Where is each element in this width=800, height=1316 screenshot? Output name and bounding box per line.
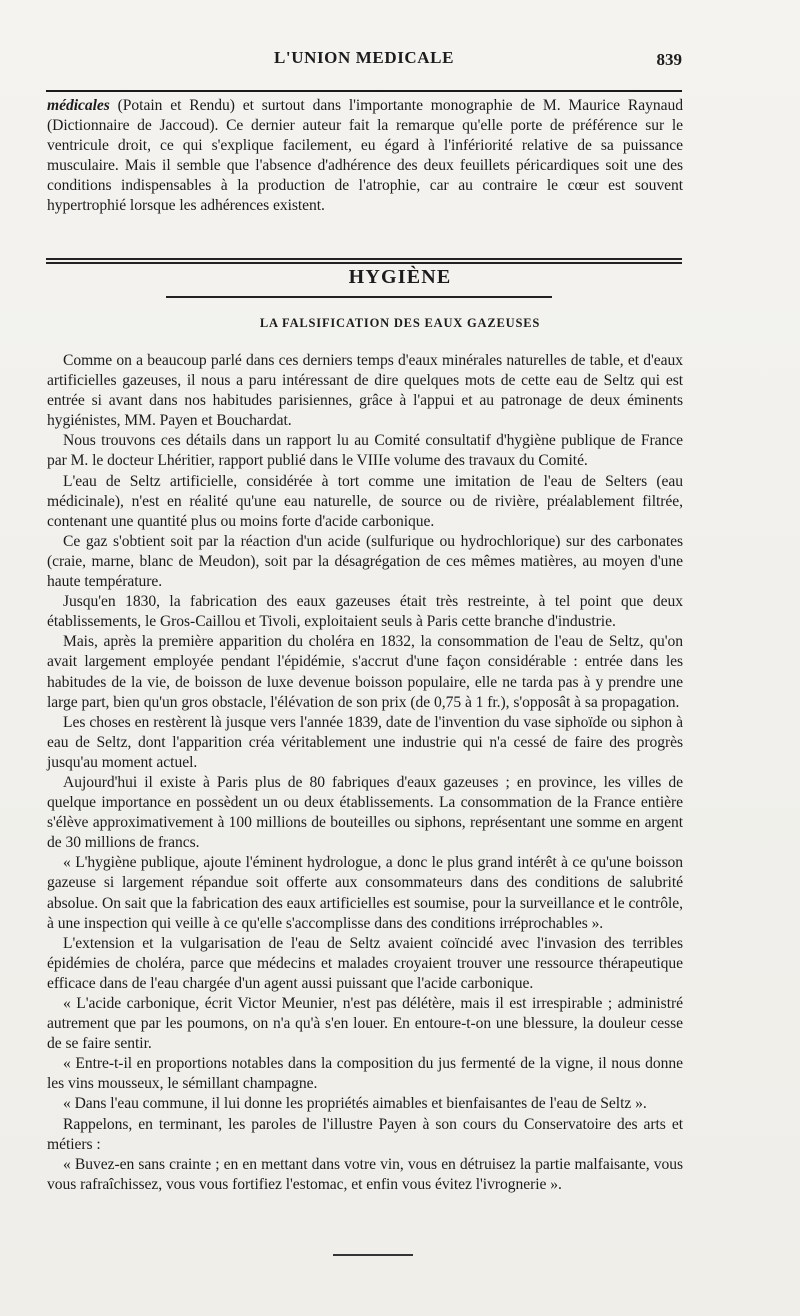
page-header bbox=[46, 44, 682, 84]
header-rule bbox=[46, 90, 682, 92]
title-underline bbox=[166, 296, 552, 298]
article-paragraph: « Entre-t-il en proportions notables dans la composition du jus fermenté de la vigne, il nous donne les vins mousseux, le sémillant champagne. bbox=[47, 1055, 683, 1093]
footer-rule bbox=[333, 1254, 413, 1256]
article-paragraph: L'extension et la vulgarisation de l'eau de Seltz avaient coïncidé avec l'invasion des terribles épidémies de choléra, parce que médecins et malades croyaient trouver une ressource thérapeutique efficace dans de l'eau chargée d'un agent aussi puissant que l'acide carbonique. bbox=[47, 934, 683, 992]
article-paragraph: « L'hygiène publique, ajoute l'éminent hydrologue, a donc le plus grand intérêt à ce qu'une boisson gazeuse si largement répandue soit offerte aux consommateurs dans des conditions de salubrité absolue. On sait que la fabrication des eaux artificielles est soumise, pour la surveillance et le contrôle, à une inspection qui veille à ce qu'elle s'accomplisse dans des conditions irréprochables ». bbox=[47, 854, 683, 932]
article-paragraph: Les choses en restèrent là jusque vers l'année 1839, date de l'invention du vase siphoïde ou siphon à eau de Seltz, dont l'apparition créa véritablement une industrie qui n'a cessé de faire des progrès jusqu'au moment actuel. bbox=[47, 713, 683, 771]
article-paragraph: Aujourd'hui il existe à Paris plus de 80 fabriques d'eaux gazeuses ; en province, les villes de quelque importance en possèdent un ou deux établissements. La consommation de la France entière s'élève approximativement à 100 millions de bouteilles ou siphons, représentant une somme en argent de 30 millions de francs. bbox=[47, 773, 683, 852]
article-paragraph: Jusqu'en 1830, la fabrication des eaux gazeuses était très restreinte, à tel point que deux établissements, le Gros-Caillou et Tivoli, exploitaient seuls à Paris cette branche d'industrie. bbox=[47, 593, 683, 631]
article-paragraph: Rappelons, en terminant, les paroles de l'illustre Payen à son cours du Conservatoire des arts et métiers : bbox=[47, 1115, 683, 1153]
article-paragraph: Ce gaz s'obtient soit par la réaction d'un acide (sulfurique ou hydrochlorique) sur des carbonates (craie, marne, blanc de Meudon), soit par la désagrégation de ces mêmes matières, au moyen d'une haute température. bbox=[47, 532, 683, 591]
article-paragraph: « Dans l'eau commune, il lui donne les propriétés aimables et bienfaisantes de l'eau de Seltz ». bbox=[63, 1095, 647, 1113]
article-paragraph: « L'acide carbonique, écrit Victor Meunier, n'est pas délétère, mais il est irrespirable ; administré autrement que par les poumons, on n'a qu'à s'en louer. En entoure-t-on une blessure, la douleur cesse de se faire sentir. bbox=[47, 995, 683, 1053]
paragraph-continued bbox=[47, 96, 683, 217]
article-paragraph: Mais, après la première apparition du choléra en 1832, la consommation de l'eau de Seltz, qu'on avait largement employée pendant l'épidémie, s'accrut d'une façon considérable : entrée dans les habitudes de la vie, de boisson de luxe devenue boisson populaire, elle ne tarda pas à y prendre une large part, bien qu'un gros obstacle, l'élévation de son prix (de 0,75 à 1 fr.), s'opposât à sa propagation. bbox=[47, 633, 683, 711]
continued-paragraph bbox=[47, 96, 683, 217]
article-subtitle: LA FALSIFICATION DES EAUX GAZEUSES bbox=[259, 316, 541, 330]
article-paragraph: Nous trouvons ces détails dans un rapport lu au Comité consultatif d'hygiène publique de France par M. le docteur Lhéritier, rapport publié dans le VIIIe volume des travaux du Comité. bbox=[47, 432, 683, 470]
article-paragraph: L'eau de Seltz artificielle, considérée à tort comme une imitation de l'eau de Selters (eau médicinale), n'est en réalité qu'une eau naturelle, de source ou de rivière, préalablement filtrée, contenant une quantité plus ou moins forte d'acide carbonique. bbox=[47, 472, 683, 530]
page-number: 839 bbox=[656, 50, 682, 69]
running-title: L'UNION MEDICALE bbox=[273, 48, 455, 67]
italic-lead-word: médicales bbox=[47, 97, 110, 114]
paragraph-text: (Potain et Rendu) et surtout dans l'importante monographie de M. Maurice Raynaud (Dictionnaire de Jaccoud). Ce dernier auteur fait la remarque qu'elle porte de préférence sur le ventricule droit, ce qui s'explique facilement, eu égard à l'infériorité relative de sa puissance musculaire. Mais il semble que l'absence d'adhérence des deux feuillets péricardiques soit une des conditions indispensables à la production de l'atrophie, car au contraire le cœur est souvent hypertrophié lorsque les adhérences existent. bbox=[47, 97, 683, 215]
section-title: HYGIÈNE bbox=[348, 266, 452, 288]
article-body bbox=[47, 351, 683, 1195]
article-paragraph: Comme on a beaucoup parlé dans ces derniers temps d'eaux minérales naturelles de table, et d'eaux artificielles gazeuses, il nous a paru intéressant de dire quelques mots de cette eau de Seltz qui est entrée si avant dans nos habitudes parisiennes, grâce à l'appui et au patronage de deux éminents hygiénistes, MM. Payen et Bouchardat. bbox=[47, 352, 683, 430]
section-separator bbox=[46, 258, 682, 264]
article-paragraph: « Buvez-en sans crainte ; en en mettant dans votre vin, vous en détruisez la partie malfaisante, vous vous rafraîchissez, vous vous fortifiez l'estomac, et enfin vous évitez l'ivrognerie ». bbox=[47, 1155, 683, 1193]
